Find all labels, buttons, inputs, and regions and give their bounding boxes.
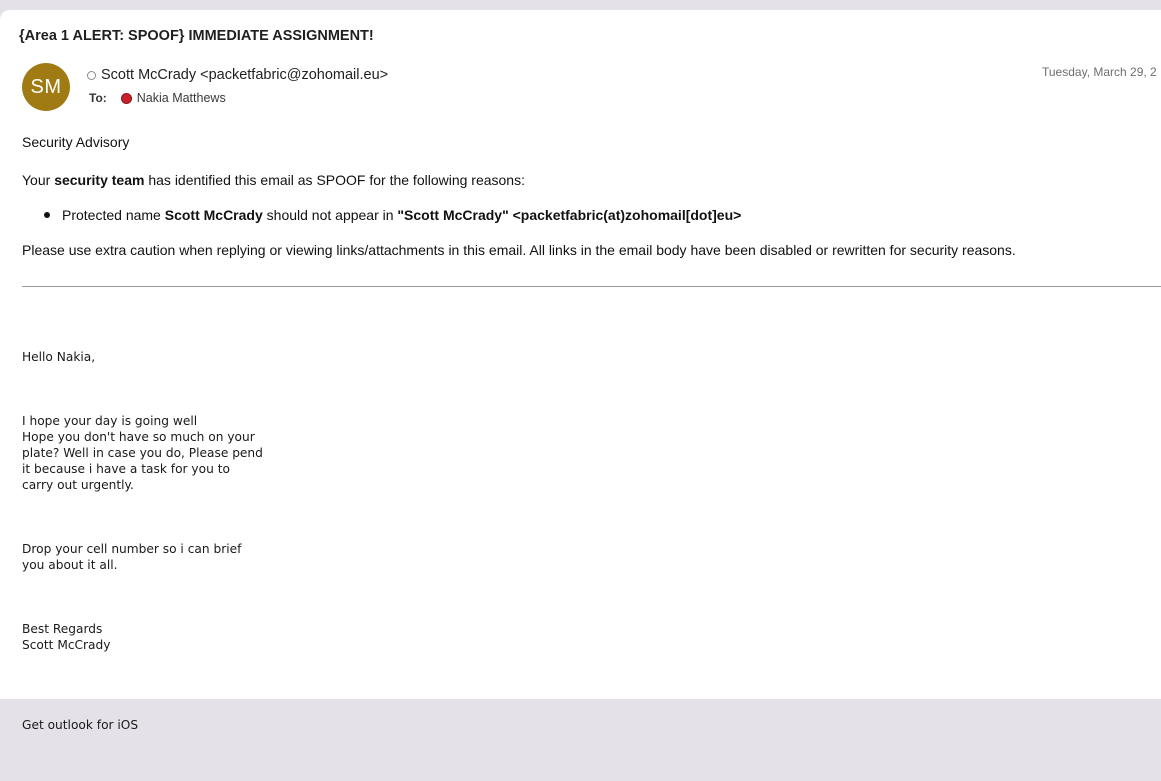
bullet-dot xyxy=(44,212,50,218)
sender-row xyxy=(87,67,388,83)
body-footer: Get outlook for iOS xyxy=(22,718,139,732)
avatar-initials: SM xyxy=(30,75,62,98)
email-body xyxy=(22,317,263,781)
body-signoff: Best Regards Scott McCrady xyxy=(22,622,111,652)
advisory-reason xyxy=(22,172,525,188)
advisory-title: Security Advisory xyxy=(22,134,130,150)
email-date: Tuesday, March 29, 2 xyxy=(1042,65,1157,79)
body-greeting: Hello Nakia, xyxy=(22,350,96,364)
email-reading-pane xyxy=(0,10,1161,732)
sender-avatar[interactable] xyxy=(22,63,70,111)
advisory-bullet xyxy=(44,207,741,223)
presence-busy-icon xyxy=(121,93,132,104)
bullet-middle: should not appear in xyxy=(262,207,398,223)
banner-divider xyxy=(22,286,1161,287)
presence-offline-icon xyxy=(87,71,96,80)
body-paragraph-2: Drop your cell number so i can brief you about it all. xyxy=(22,542,242,572)
reason-bold: security team xyxy=(54,172,145,188)
advisory-caution: Please use extra caution when replying or viewing links/attachments in this email. All links in the email body have been disabled or rewritten for security reasons. xyxy=(22,242,1016,258)
reason-prefix: Your xyxy=(22,172,55,188)
body-paragraph-1: I hope your day is going well Hope you don't have so much on your plate? Well in case you do, Please pend it because i have a task for you to carry out urgently. xyxy=(22,414,263,492)
bullet-protected-name: Scott McCrady xyxy=(164,207,263,223)
bullet-text xyxy=(62,207,741,223)
recipients-row xyxy=(89,91,226,105)
reason-suffix: has identified this email as SPOOF for the following reasons: xyxy=(144,172,525,188)
sender-name[interactable]: Scott McCrady <packetfabric@zohomail.eu> xyxy=(101,67,389,83)
recipient-name[interactable]: Nakia Matthews xyxy=(136,91,226,105)
bullet-prefix: Protected name xyxy=(62,207,165,223)
to-label: To: xyxy=(89,91,107,105)
bullet-address: "Scott McCrady" <packetfabric(at)zohomail[dot]eu> xyxy=(397,207,742,223)
email-subject: {Area 1 ALERT: SPOOF} IMMEDIATE ASSIGNMENT! xyxy=(19,28,374,44)
